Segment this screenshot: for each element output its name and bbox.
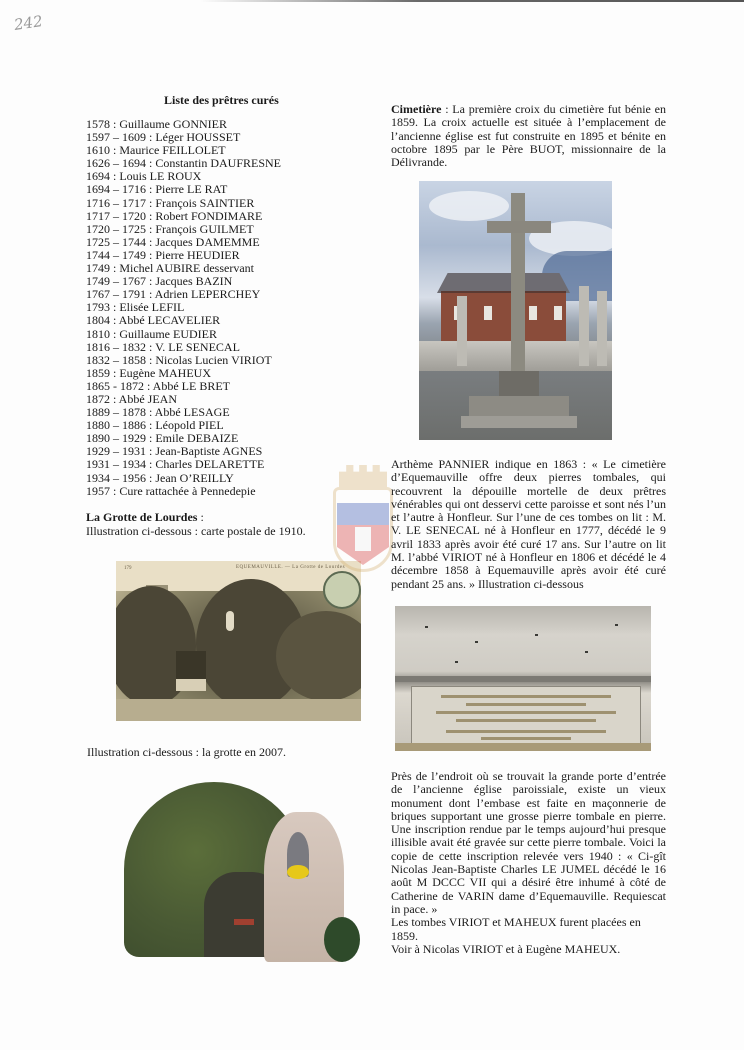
postmark-stamp-icon [323, 571, 361, 609]
priest-list [86, 118, 281, 498]
scan-edge [200, 0, 744, 2]
postcard-ground [116, 699, 361, 721]
tombes-line: Les tombes VIRIOT et MAHEUX furent placées en 1859. [391, 915, 641, 943]
priest-entry: 1744 – 1749 : Pierre HEUDIER [86, 247, 240, 262]
priest-entry: 1578 : Guillaume GONNIER [86, 117, 227, 131]
grotte-candles [234, 919, 254, 925]
inscription-plaque [411, 686, 641, 746]
coat-tower [355, 527, 371, 551]
postcard-number: 179 [124, 566, 132, 571]
priest-entry: 1717 – 1720 : Robert FONDIMARE [86, 208, 263, 223]
cemetery-cross-image [419, 181, 612, 440]
priest-entry: 1957 : Cure rattachée à Pennedepie [86, 483, 256, 498]
caption-1910: Illustration ci-dessous : carte postale de 1910. [86, 524, 306, 538]
coat-crown [339, 465, 387, 487]
priest-entry: 1880 – 1886 : Léopold PIEL [86, 418, 224, 433]
window [554, 306, 562, 320]
priest-entry: 1865 - 1872 : Abbé LE BRET [86, 378, 230, 393]
inscription-line [441, 695, 611, 698]
cross-base [469, 396, 569, 418]
coat-blue-chief [337, 503, 389, 525]
inscription-line [456, 719, 596, 722]
grotte-bush [324, 917, 360, 962]
priest-entry: 1832 – 1858 : Nicolas Lucien VIRIOT [86, 352, 272, 367]
inscription-line [481, 737, 571, 740]
priest-entry: 1934 – 1956 : Jean O’REILLY [86, 470, 234, 485]
monument-paragraph: Près de l’endroit où se trouvait la grande porte d’entrée de l’ancienne église paroissiale, existe un vieux monument dont l’embase est faite en maçonnerie de briques supportant une grosse pierre tombale en pierre. Une inscription rendue par le temps aujourd’hui presque illisible avait été gravée sur cette pierre tombale. Voici la copie de cette inscription relevée vers 1940 : « Ci-gît Nicolas Jean-Baptiste Charles LE JUMEL décédé le 16 août M DCCC VII qui a désiré être inhumé à côté de Catherine de VARIN dame d’Equemauville. Requiescat in pace. » [391, 769, 666, 916]
priest-entry: 1716 – 1717 : François SAINTIER [86, 195, 255, 210]
priest-entry: 1610 : Maurice FEILLOLET [86, 143, 226, 158]
lichen-spot [475, 641, 478, 643]
priest-entry: 1626 – 1694 : Constantin DAUFRESNE [86, 156, 282, 171]
priest-entry: 1694 : Louis LE ROUX [86, 169, 202, 184]
grotte-yellow-flowers [287, 865, 309, 879]
lichen-spot [535, 634, 538, 636]
priest-entry: 1749 : Michel AUBIRE desservant [86, 261, 254, 276]
lichen-spot [455, 661, 458, 663]
inscription-line [466, 703, 586, 706]
grave-monument [579, 286, 589, 366]
grave-monument [597, 291, 607, 366]
caption-2007: Illustration ci-dessous : la grotte en 2007. [87, 745, 286, 759]
voir-line: Voir à Nicolas VIRIOT et à Eugène MAHEUX. [391, 941, 621, 956]
cimetiere-label: Cimetière [391, 102, 442, 116]
priest-entry: 1816 – 1832 : V. LE SENECAL [86, 339, 240, 354]
priest-entry: 1929 – 1931 : Jean-Baptiste AGNES [86, 444, 263, 459]
cross-step [461, 416, 577, 428]
cimetiere-text: : La première croix du cimetière fut bénie en 1859. La croix actuelle est située à l’emplacement de l’ancienne église est fut construite en 1895 et bénite en octobre 1895 par le Père BUOT, missionnaire de la Délivrande. [391, 102, 666, 170]
priest-entry: 1749 – 1767 : Jacques BAZIN [86, 274, 233, 289]
lichen-spot [425, 626, 428, 628]
lichen-spot [615, 624, 618, 626]
window [484, 306, 492, 320]
priest-entry: 1597 – 1609 : Léger HOUSSET [86, 130, 241, 145]
priest-entry: 1810 : Guillaume EUDIER [86, 326, 217, 341]
coat-of-arms-icon [333, 465, 393, 575]
lichen-spot [585, 651, 588, 653]
postcard-altar [176, 679, 206, 691]
priest-list-title: Liste des prêtres curés [164, 93, 279, 107]
priest-entry: 1793 : Elisée LEFIL [86, 300, 185, 315]
grave-monument [457, 296, 467, 366]
priest-entry: 1872 : Abbé JEAN [86, 391, 177, 406]
inscription-line [446, 730, 606, 733]
gravel [395, 743, 651, 751]
priest-entry: 1859 : Eugène MAHEUX [86, 365, 211, 380]
grotte-2007-image [119, 777, 363, 962]
grotte-heading-line [86, 510, 306, 524]
priest-entry: 1720 – 1725 : François GUILMET [86, 221, 254, 236]
cloud [429, 191, 509, 221]
slab-edge [395, 676, 651, 682]
window [529, 306, 537, 320]
priest-entry: 1804 : Abbé LECAVELIER [86, 313, 221, 328]
priest-entry: 1725 – 1744 : Jacques DAMEMME [86, 234, 260, 249]
priest-entry: 1931 – 1934 : Charles DELARETTE [86, 457, 265, 472]
priest-entry: 1889 – 1878 : Abbé LESAGE [86, 405, 230, 420]
priest-entry: 1767 – 1791 : Adrien LEPERCHEY [86, 287, 261, 302]
monument-section [391, 770, 666, 956]
grotte-section [86, 510, 306, 538]
handwritten-page-number: 242 [12, 12, 44, 34]
postcard-statue [226, 611, 234, 631]
grotte-heading-suffix: : [197, 510, 204, 524]
priest-entry: 1694 – 1716 : Pierre LE RAT [86, 182, 228, 197]
grotte-heading: La Grotte de Lourdes [86, 510, 198, 524]
building-roof [437, 273, 570, 293]
priest-entry: 1890 – 1929 : Emile DEBAIZE [86, 431, 239, 446]
inscription-line [436, 711, 616, 714]
cross-arm [487, 221, 551, 233]
pannier-quote-paragraph: Arthème PANNIER indique en 1863 : « Le cimetière d’Equemauville offre deux pierres tombales, qui recouvrent la dépouille mortelle de deux prêtres vénérables qui ont desservi cette paroisse et sont nés l’un et l’autre à Honfleur. Sur l’une de ces tombes on lit : M. V. LE SENECAL né à Honfleur en 1777, décédé le 9 avril 1833 après avoir été curé 17 ans. Sur l’autre on lit M. l’abbé VIRIOT né à Honfleur en 1806 et décédé le 4 décembre 1858 à Equemauville après avoir été curé pendant 25 ans. » Illustration ci-dessous [391, 457, 666, 591]
cimetiere-paragraph [391, 103, 666, 169]
viriot-tombstone-image [395, 606, 651, 751]
postcard-1910-image [116, 561, 361, 721]
postcard-header: EQUEMAUVILLE. — La Grotte de Lourdes [236, 565, 346, 570]
